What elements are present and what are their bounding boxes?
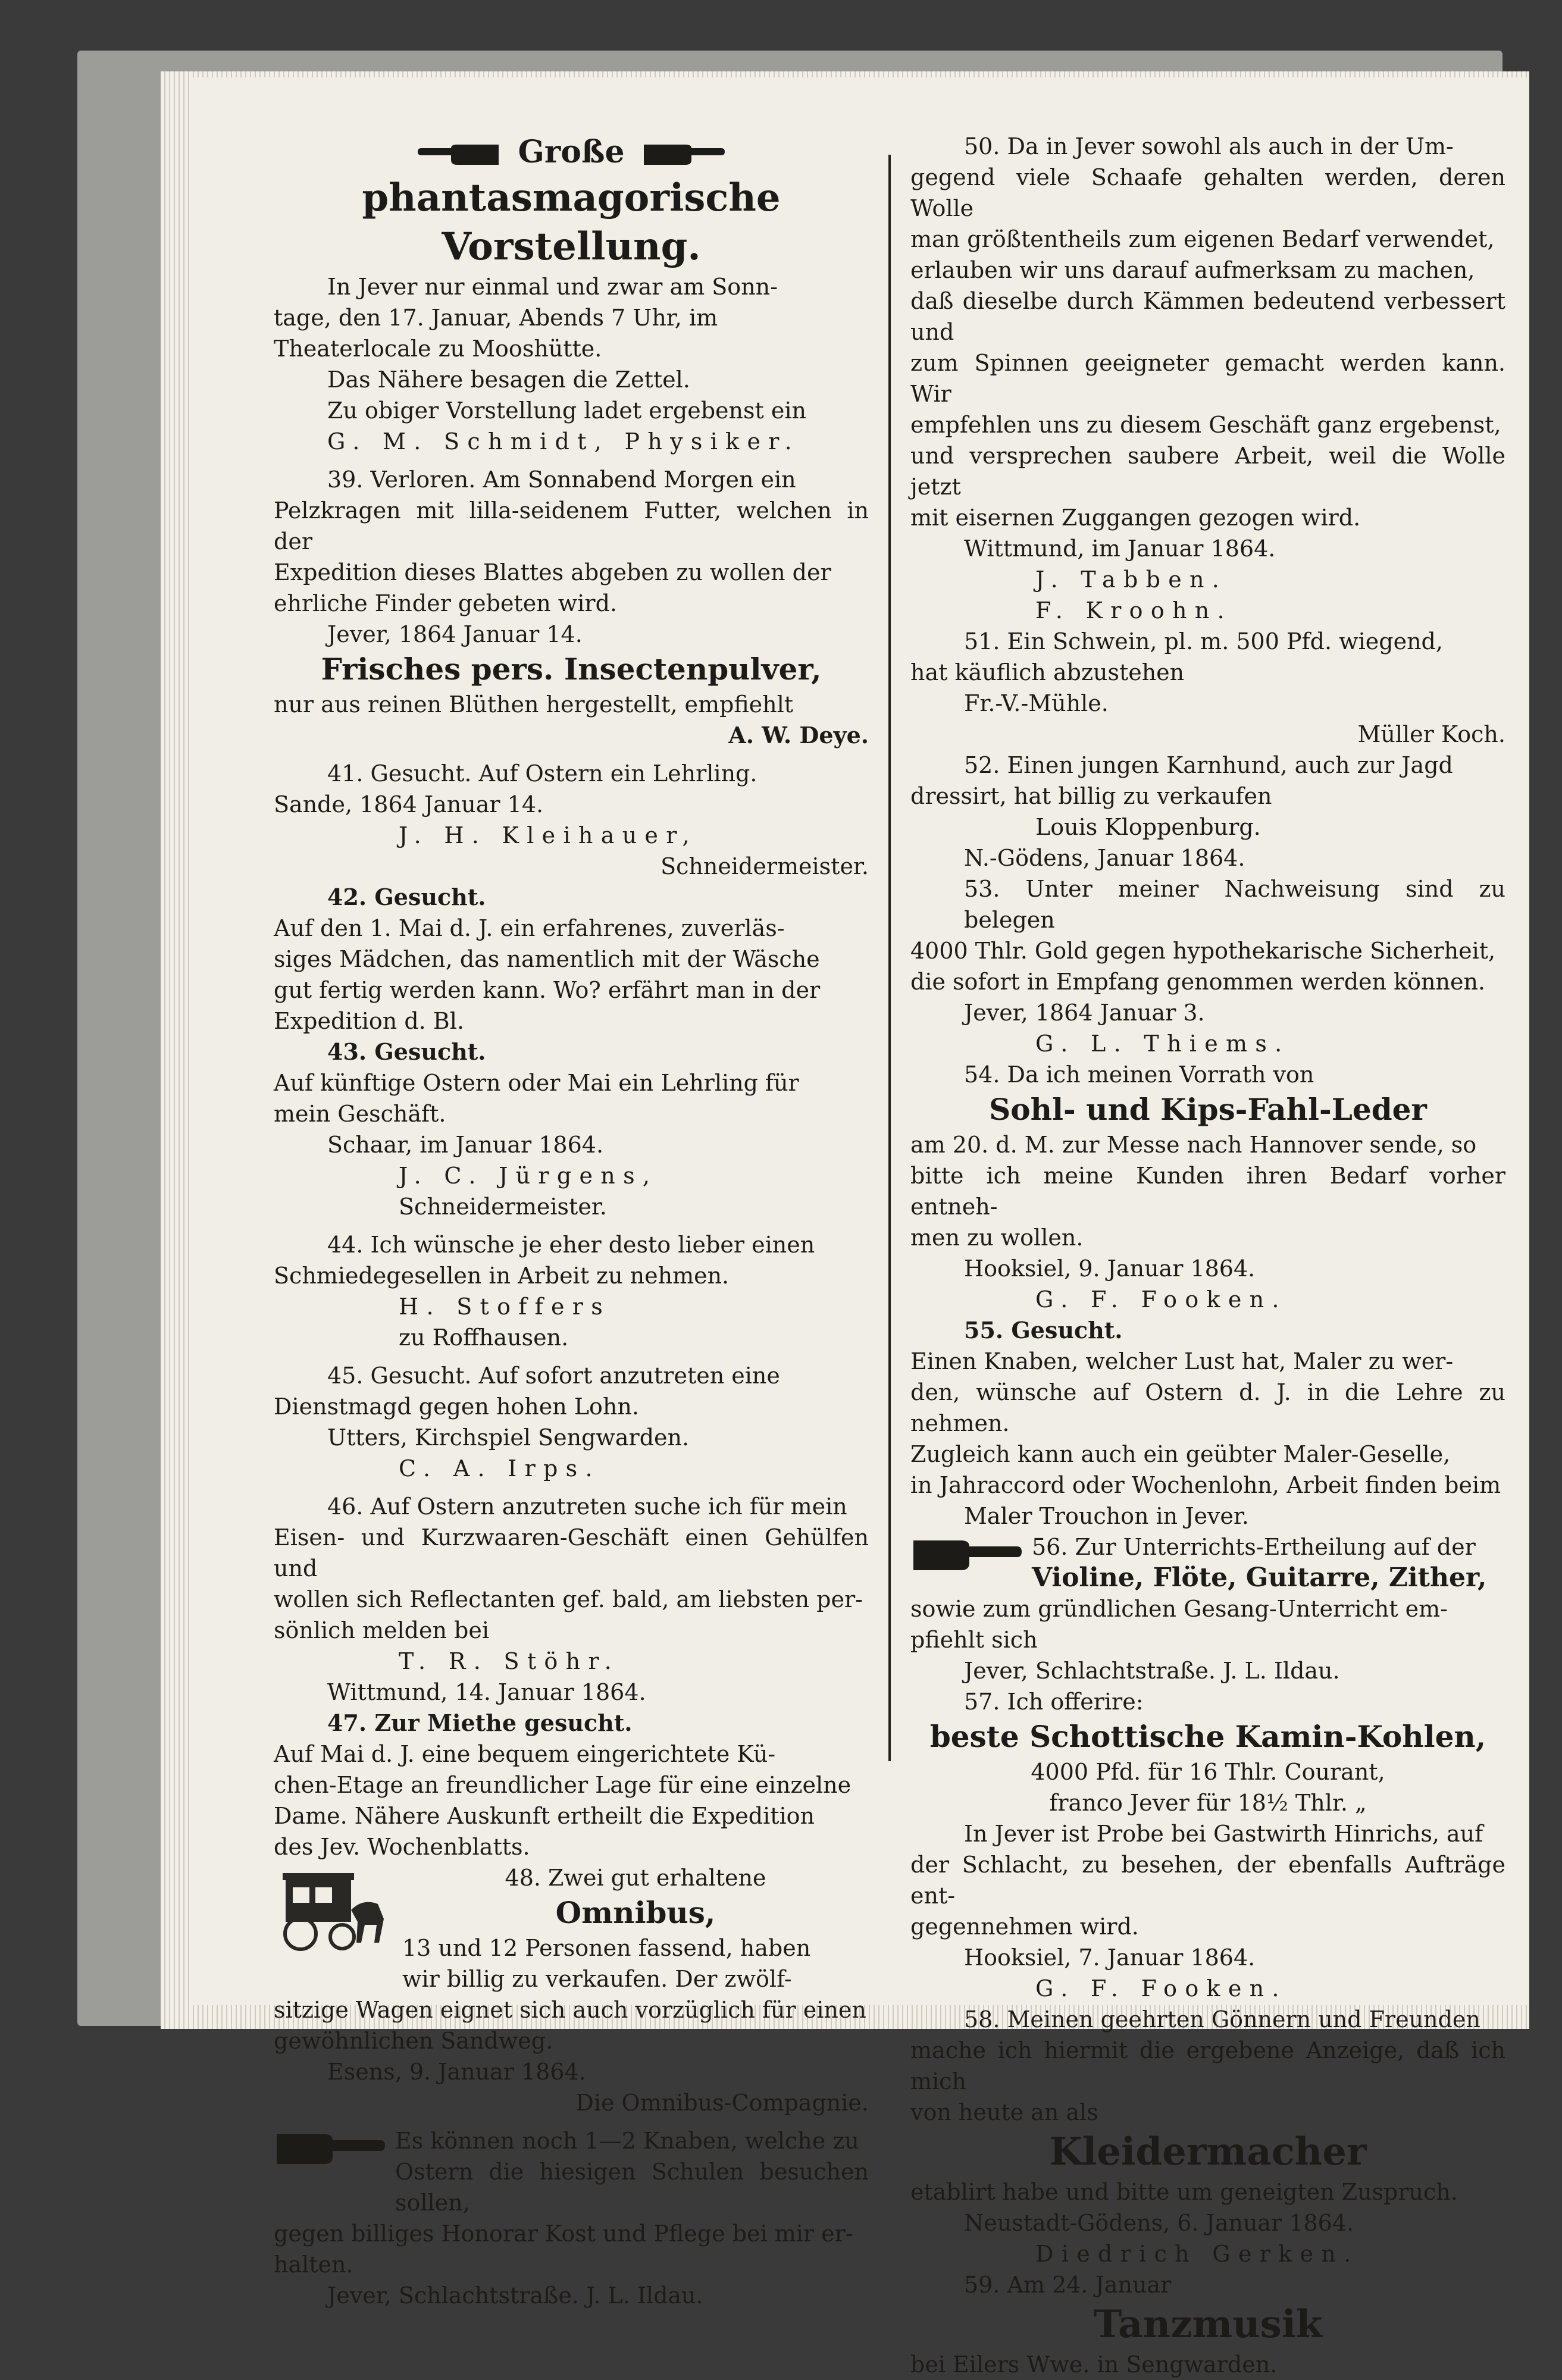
text-line: 54. Da ich meinen Vorrath von [964, 1061, 1314, 1088]
text-line: Pelzkragen mit lilla-seidenem Futter, welchen in der [274, 497, 869, 555]
right-column [910, 131, 1505, 2380]
heading-kleidermacher: Kleidermacher [1049, 2130, 1367, 2174]
text-line: daß dieselbe durch Kämmen bedeutend verbessert und [910, 288, 1505, 345]
text-line: pfiehlt sich [910, 1627, 1038, 1653]
text-line: gewöhnlichen Sandweg. [274, 2028, 553, 2054]
text-line: zum Spinnen geeigneter gemacht werden kann. Wir [910, 350, 1505, 407]
text-line: die sofort in Empfang genommen werden können. [910, 969, 1485, 995]
text-line: gut fertig werden kann. Wo? erfährt man in der [274, 977, 821, 1003]
text-line: der Schlacht, zu besehen, der ebenfalls Aufträge ent- [910, 1852, 1505, 1909]
text-line: Schmiedegesellen in Arbeit zu nehmen. [274, 1263, 730, 1289]
text-line: Auf Mai d. J. eine bequem eingerichtete Kü- [274, 1741, 776, 1767]
text-line: men zu wollen. [910, 1225, 1084, 1251]
signature: Die Omnibus-Compagnie. [575, 2090, 869, 2116]
ad-heading: 42. Gesucht. [327, 884, 486, 910]
text-line: Zu obiger Vorstellung ladet ergebenst ein [327, 397, 806, 424]
text-line: siges Mädchen, das namentlich mit der Wäsche [274, 946, 820, 972]
instrument-list: Violine, Flöte, Guitarre, Zither, [1032, 1562, 1487, 1593]
text-line: wollen sich Reflectanten gef. bald, am liebsten per- [274, 1586, 863, 1612]
text-line: Fr.-V.-Mühle. [964, 690, 1109, 716]
text-line: 13 und 12 Personen fassend, haben [402, 1935, 811, 1961]
text-line: man größtentheils zum eigenen Bedarf verwendet, [910, 226, 1495, 252]
text-line: ehrliche Finder gebeten wird. [274, 590, 617, 616]
text-line: von heute an als [910, 2099, 1098, 2125]
text-line: hat käuflich abzustehen [910, 659, 1185, 685]
text-line: in Jahraccord oder Wochenlohn, Arbeit finden beim [910, 1472, 1501, 1498]
heading-leder: Sohl- und Kips-Fahl-Leder [989, 1092, 1427, 1127]
heading-grosse: Große [518, 134, 625, 170]
stagecoach-icon [274, 1862, 393, 1961]
date-line: Wittmund, im Januar 1864. [964, 536, 1276, 562]
signature: Schneidermeister. [399, 1194, 607, 1220]
text-line: dressirt, hat billig zu verkaufen [910, 783, 1272, 809]
signature: H. Stoffers [399, 1294, 611, 1320]
date-line: Hooksiel, 9. Januar 1864. [964, 1255, 1256, 1282]
text-line: gegen billiges Honorar Kost und Pflege bei mir er- [274, 2221, 853, 2247]
date-line: Schaar, im Januar 1864. [327, 1132, 604, 1158]
pointing-hand-icon [274, 2125, 387, 2167]
signature: Louis Kloppenburg. [1035, 814, 1261, 840]
heading-insectenpulver: Frisches pers. Insectenpulver, [321, 652, 822, 687]
date-line: N.-Gödens, Januar 1864. [964, 845, 1245, 871]
text-line: 52. Einen jungen Karnhund, auch zur Jagd [964, 752, 1453, 778]
date-line: Sande, 1864 Januar 14. [274, 791, 544, 818]
text-line: 53. Unter meiner Nachweisung sind zu belegen [964, 876, 1505, 933]
newspaper-page [190, 77, 1529, 2378]
text-line: 57. Ich offerire: [964, 1689, 1144, 1715]
text-line: Dame. Nähere Auskunft ertheilt die Expedition [274, 1803, 815, 1829]
text-line: Expedition d. Bl. [274, 1008, 464, 1034]
signature: Müller Koch. [1357, 721, 1505, 747]
text-line: halten. [274, 2251, 353, 2278]
text-line: mit eisernen Zuggangen gezogen wird. [910, 505, 1361, 531]
text-line: 4000 Thlr. Gold gegen hypothekarische Sicherheit, [910, 938, 1496, 964]
signature: C. A. Irps. [399, 1455, 600, 1482]
signature: G. F. Fooken. [1035, 1286, 1287, 1313]
pointing-hand-icon [417, 139, 500, 166]
text-line: empfehlen uns zu diesem Geschäft ganz ergebenst, [910, 412, 1501, 438]
heading-omnibus: Omnibus, [555, 1895, 716, 1930]
heading-vorstellung: phantasmagorische Vorstellung. [362, 176, 781, 269]
signature: A. W. Deye. [728, 722, 869, 749]
text-line: gegennehmen wird. [910, 1914, 1139, 1940]
text-line: Utters, Kirchspiel Sengwarden. [327, 1424, 690, 1451]
text-line: 48. Zwei gut erhaltene [505, 1865, 766, 1891]
text-line: 59. Am 24. Januar [964, 2272, 1172, 2298]
text-line: 56. Zur Unterrichts-Ertheilung auf der [1032, 1534, 1476, 1560]
text-line: mache ich hiermit die ergebene Anzeige, daß ich mich [910, 2037, 1505, 2094]
text-line: franco Jever für 18½ Thlr. „ [1049, 1790, 1367, 1816]
text-line: Das Nähere besagen die Zettel. [327, 367, 690, 393]
text-line: Einen Knaben, welcher Lust hat, Maler zu wer- [910, 1348, 1454, 1374]
text-line: bei Eilers Wwe. in Sengwarden. [910, 2351, 1278, 2378]
date-line: Jever, 1864 Januar 3. [964, 1000, 1205, 1026]
signature: J. Tabben. [1035, 566, 1228, 593]
signature: J. C. Jürgens, [399, 1163, 658, 1189]
text-line: Es können noch 1—2 Knaben, welche zu [395, 2128, 859, 2154]
text-line: etablirt habe und bitte um geneigten Zuspruch. [910, 2179, 1458, 2205]
ad-knaben [274, 2125, 869, 2218]
ad-heading: 43. Gesucht. [327, 1038, 486, 1065]
text-line: 44. Ich wünsche je eher desto lieber einen [327, 1232, 815, 1258]
pointing-hand-icon [643, 139, 726, 166]
text-line: Maler Trouchon in Jever. [964, 1503, 1249, 1529]
heading-kohlen: beste Schottische Kamin-Kohlen, [929, 1719, 1486, 1754]
signature: J. H. Kleihauer, [399, 822, 697, 848]
text-line: sowie zum gründlichen Gesang-Unterricht em- [910, 1596, 1448, 1622]
signature: zu Roffhausen. [399, 1324, 569, 1351]
omnibus-ad [274, 1862, 869, 1994]
date-line: Hooksiel, 7. Januar 1864. [964, 1944, 1256, 1971]
text-line: tage, den 17. Januar, Abends 7 Uhr, im [274, 305, 718, 331]
text-line: Expedition dieses Blattes abgeben zu wollen der [274, 559, 831, 585]
ad-heading: 47. Zur Miethe gesucht. [327, 1709, 633, 1736]
text-line: 51. Ein Schwein, pl. m. 500 Pfd. wiegend, [964, 628, 1443, 654]
text-line: Theaterlocale zu Mooshütte. [274, 336, 602, 362]
text-line: sönlich melden bei [274, 1617, 490, 1643]
text-line: 58. Meinen geehrten Gönnern und Freunden [964, 2006, 1480, 2033]
text-line: 4000 Pfd. für 16 Thlr. Courant, [1031, 1759, 1385, 1785]
text-line: In Jever nur einmal und zwar am Sonn- [327, 274, 778, 300]
text-line: erlauben wir uns darauf aufmerksam zu machen, [910, 257, 1475, 283]
ad-phantasmagoria-heading [274, 131, 869, 174]
date-line: Wittmund, 14. Januar 1864. [327, 1679, 646, 1705]
text-line: 45. Gesucht. Auf sofort anzutreten eine [327, 1363, 780, 1389]
signature: Jever, Schlachtstraße. J. L. Ildau. [964, 1658, 1340, 1684]
text-line: wir billig zu verkaufen. Der zwölf- [402, 1966, 792, 1992]
ad-heading: 55. Gesucht. [964, 1317, 1123, 1344]
text-line: nur aus reinen Blüthen hergestellt, empfiehlt [274, 691, 794, 718]
signature: F. Kroohn. [1035, 597, 1232, 624]
signature: Schneidermeister. [661, 853, 869, 879]
signature: Jever, Schlachtstraße. J. L. Ildau. [327, 2282, 703, 2309]
signature: G. F. Fooken. [1035, 1975, 1287, 2002]
text-line: 46. Auf Ostern anzutreten suche ich für mein [327, 1493, 847, 1520]
text-line: 41. Gesucht. Auf Ostern ein Lehrling. [327, 760, 757, 787]
text-line: Auf künftige Ostern oder Mai ein Lehrling für [274, 1070, 799, 1096]
pointing-hand-icon [910, 1532, 1023, 1573]
date-line: Jever, 1864 Januar 14. [327, 621, 583, 647]
left-column [274, 131, 869, 2311]
signature: Diedrich Gerken. [1035, 2241, 1359, 2267]
text-line: Dienstmagd gegen hohen Lohn. [274, 1393, 639, 1420]
text-line: 50. Da in Jever sowohl als auch in der Um- [964, 133, 1454, 159]
date-line: Neustadt-Gödens, 6. Januar 1864. [964, 2210, 1354, 2236]
text-line: des Jev. Wochenblatts. [274, 1834, 530, 1860]
text-line: am 20. d. M. zur Messe nach Hannover sende, so [910, 1132, 1477, 1158]
text-line: Auf den 1. Mai d. J. ein erfahrenes, zuverläs- [274, 915, 785, 941]
text-line: sitzige Wagen eignet sich auch vorzüglich für einen [274, 1997, 866, 2023]
signature: T. R. Stöhr. [399, 1648, 620, 1674]
text-line: bitte ich meine Kunden ihren Bedarf vorher entneh- [910, 1163, 1505, 1220]
text-line: Eisen- und Kurzwaaren-Geschäft einen Gehülfen und [274, 1524, 869, 1582]
text-line: In Jever ist Probe bei Gastwirth Hinrichs, auf [964, 1821, 1483, 1847]
text-line: und versprechen saubere Arbeit, weil die Wolle jetzt [910, 443, 1505, 500]
text-line: Ostern die hiesigen Schulen besuchen sollen, [395, 2159, 869, 2216]
signature: G. M. Schmidt, Physiker. [327, 428, 800, 455]
text-line: den, wünsche auf Ostern d. J. in die Lehre zu nehmen. [910, 1379, 1505, 1436]
text-line: gegend viele Schaafe gehalten werden, deren Wolle [910, 164, 1505, 221]
ad-unterricht [910, 1532, 1505, 1593]
text-line: 39. Verloren. Am Sonnabend Morgen ein [327, 466, 796, 493]
heading-tanzmusik: Tanzmusik [1093, 2302, 1323, 2347]
text-line: chen-Etage an freundlicher Lage für eine einzelne [274, 1772, 852, 1798]
signature: G. L. Thiems. [1035, 1031, 1290, 1057]
column-separator [888, 155, 891, 1761]
text-line: mein Geschäft. [274, 1101, 446, 1127]
date-line: Esens, 9. Januar 1864. [327, 2059, 586, 2085]
text-line: Zugleich kann auch ein geübter Maler-Geselle, [910, 1441, 1451, 1467]
